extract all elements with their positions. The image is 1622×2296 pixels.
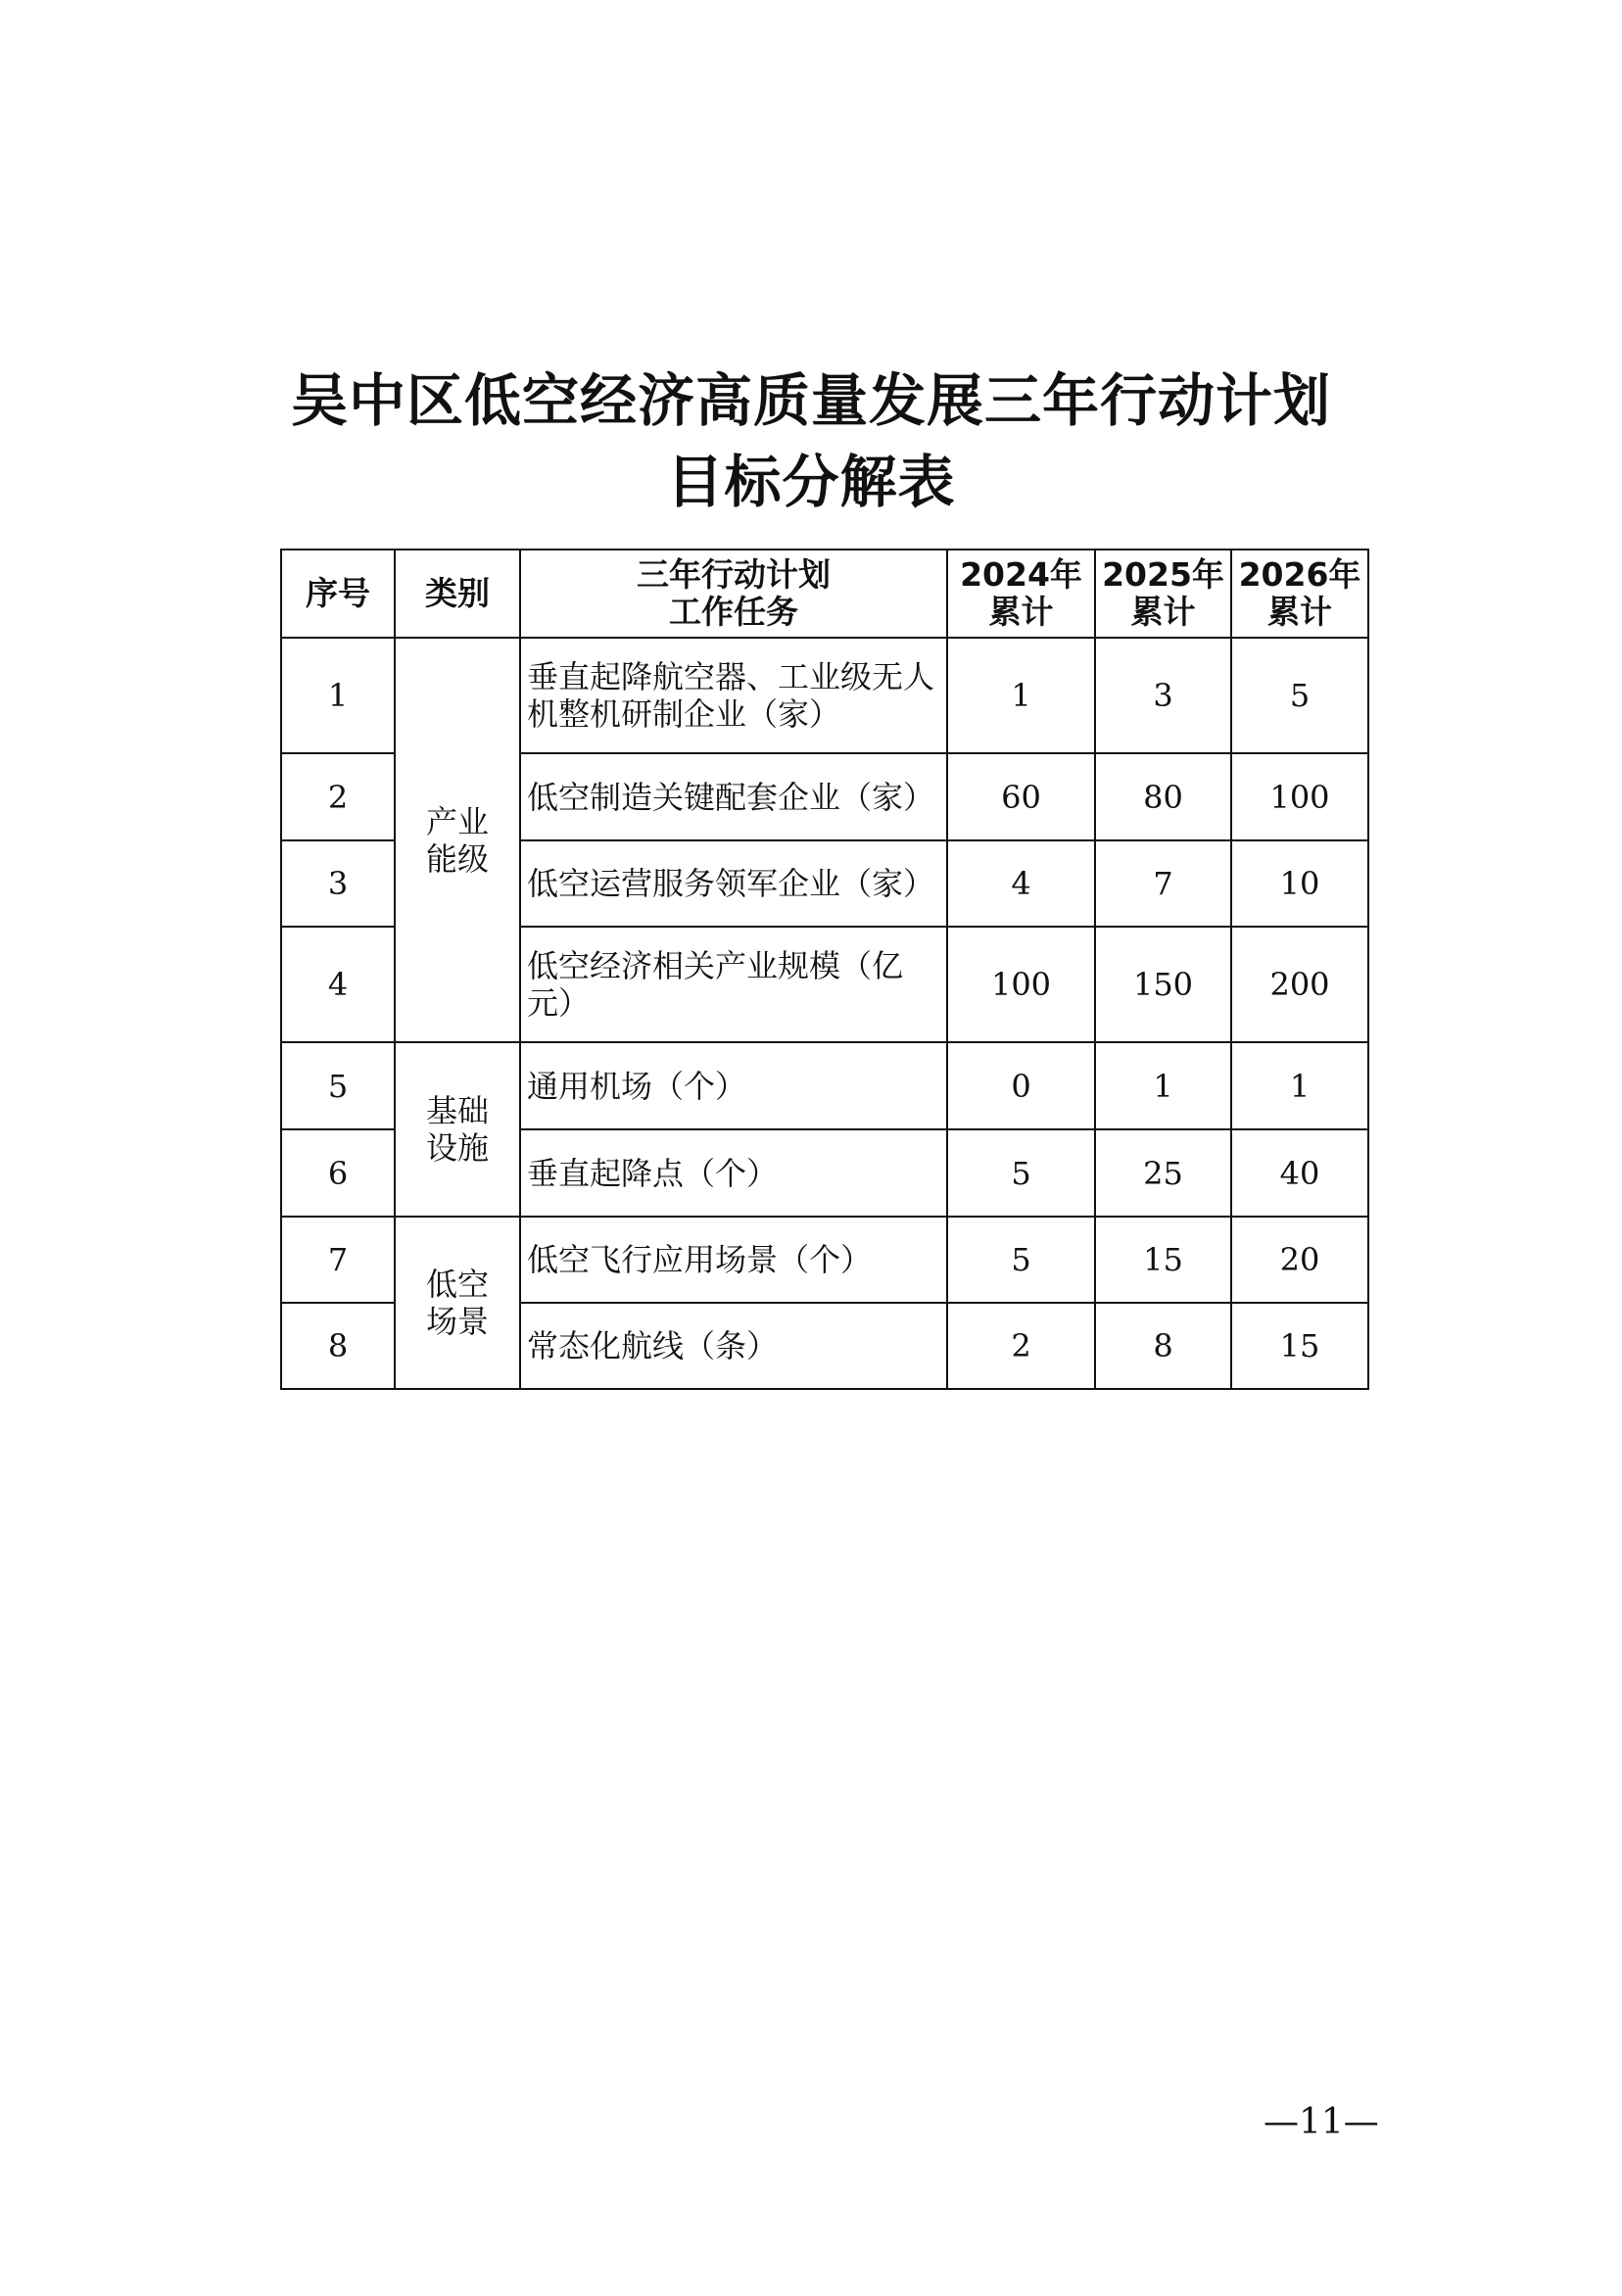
row-index: 2 (281, 753, 395, 840)
row-2026: 1 (1231, 1042, 1368, 1129)
row-task: 低空运营服务领军企业（家） (520, 840, 947, 927)
row-2026: 5 (1231, 638, 1368, 753)
row-2024: 100 (947, 927, 1095, 1042)
header-2025-line2: 累计 (1130, 593, 1196, 631)
row-task: 常态化航线（条） (520, 1303, 947, 1389)
header-2026 (1231, 550, 1368, 638)
row-index: 5 (281, 1042, 395, 1129)
header-2025 (1095, 550, 1231, 638)
document-title-line2: 目标分解表 (666, 449, 956, 515)
row-2025: 7 (1095, 840, 1231, 927)
category-label: 产业能级 (425, 802, 489, 878)
row-index: 7 (281, 1217, 395, 1303)
header-task-line2: 工作任务 (669, 593, 798, 631)
header-index: 序号 (281, 550, 395, 638)
category-label: 基础设施 (425, 1092, 489, 1167)
row-2025: 80 (1095, 753, 1231, 840)
header-category: 类别 (395, 550, 520, 638)
row-task: 垂直起降航空器、工业级无人机整机研制企业（家） (520, 638, 947, 753)
row-task: 通用机场（个） (520, 1042, 947, 1129)
target-breakdown-table (280, 549, 1369, 1390)
header-2026-line2: 累计 (1267, 593, 1332, 631)
row-2026: 10 (1231, 840, 1368, 927)
category-cell (395, 1042, 520, 1217)
header-task (520, 550, 947, 638)
row-2024: 5 (947, 1129, 1095, 1217)
header-2024-line2: 累计 (988, 593, 1054, 631)
row-2025: 8 (1095, 1303, 1231, 1389)
row-index: 6 (281, 1129, 395, 1217)
row-2024: 5 (947, 1217, 1095, 1303)
category-label: 低空场景 (425, 1266, 489, 1340)
row-2024: 1 (947, 638, 1095, 753)
header-task-line1: 三年行动计划 (637, 555, 831, 594)
page-number: —11— (1264, 2102, 1379, 2142)
header-2025-line1: 2025年 (1102, 555, 1224, 594)
category-cell (395, 1217, 520, 1389)
row-task: 低空制造关键配套企业（家） (520, 753, 947, 840)
row-2024: 60 (947, 753, 1095, 840)
table-row (281, 1217, 1368, 1303)
header-2026-line1: 2026年 (1238, 555, 1361, 594)
row-index: 3 (281, 840, 395, 927)
row-2025: 150 (1095, 927, 1231, 1042)
row-2026: 100 (1231, 753, 1368, 840)
document-title-line1: 吴中区低空经济高质量发展三年行动计划 (290, 367, 1331, 434)
header-2024-line1: 2024年 (960, 555, 1082, 594)
header-row (281, 550, 1368, 638)
row-task: 低空飞行应用场景（个） (520, 1217, 947, 1303)
row-task: 垂直起降点（个） (520, 1129, 947, 1217)
row-index: 8 (281, 1303, 395, 1389)
row-2024: 4 (947, 840, 1095, 927)
row-task: 低空经济相关产业规模（亿元） (520, 927, 947, 1042)
row-index: 4 (281, 927, 395, 1042)
row-2026: 200 (1231, 927, 1368, 1042)
row-index: 1 (281, 638, 395, 753)
row-2026: 40 (1231, 1129, 1368, 1217)
table-row (281, 1042, 1368, 1129)
row-2024: 0 (947, 1042, 1095, 1129)
header-2024 (947, 550, 1095, 638)
table-row (281, 638, 1368, 753)
row-2025: 1 (1095, 1042, 1231, 1129)
row-2025: 15 (1095, 1217, 1231, 1303)
row-2025: 25 (1095, 1129, 1231, 1217)
row-2026: 15 (1231, 1303, 1368, 1389)
row-2024: 2 (947, 1303, 1095, 1389)
row-2025: 3 (1095, 638, 1231, 753)
category-cell (395, 638, 520, 1042)
row-2026: 20 (1231, 1217, 1368, 1303)
